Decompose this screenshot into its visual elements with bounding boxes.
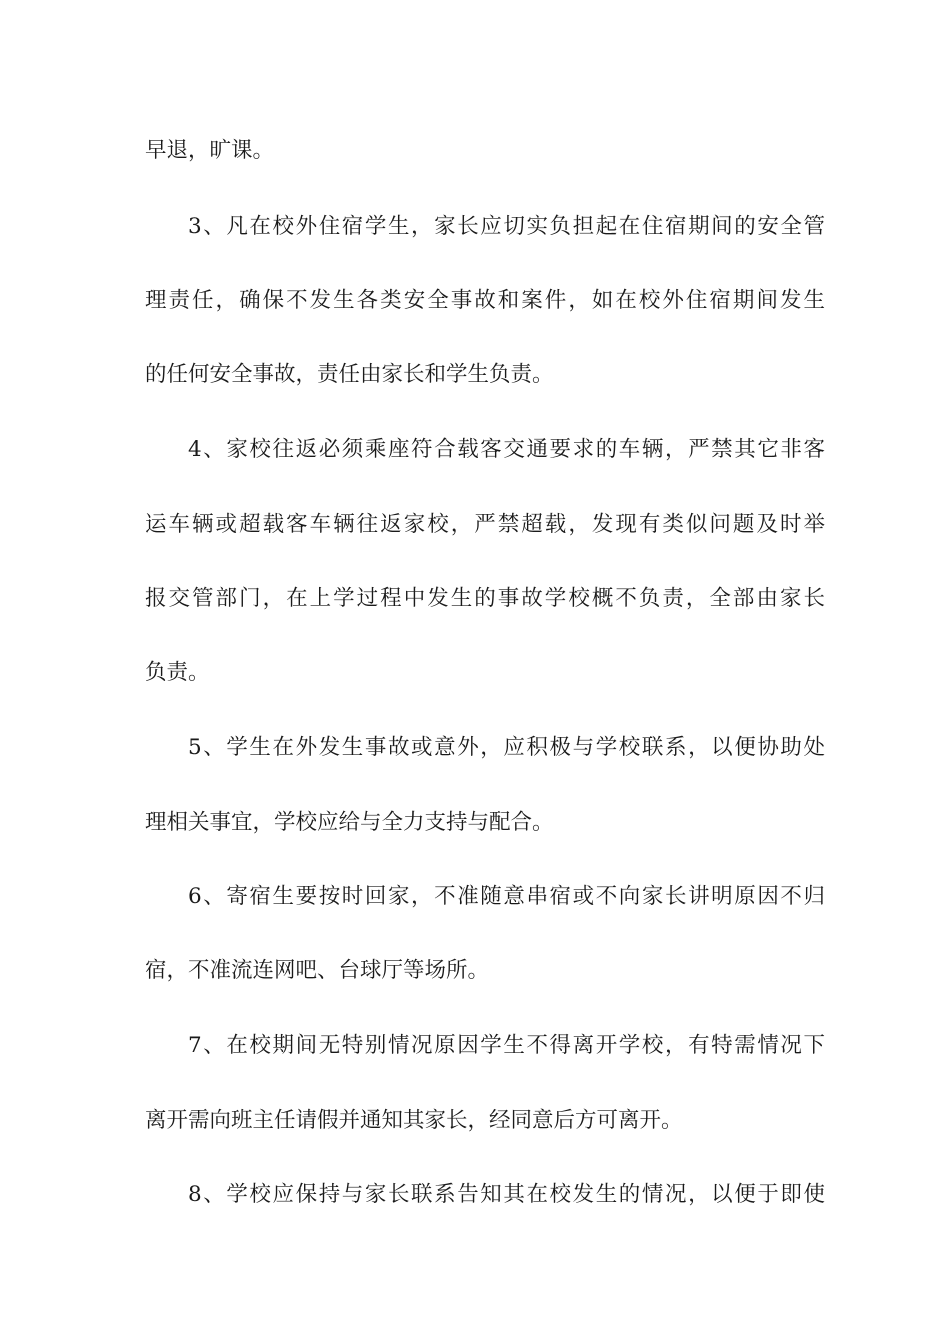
paragraph-4-line-3: 报交管部门，在上学过程中发生的事故学校概不负责，全部由家长	[145, 586, 825, 611]
paragraph-6-line-2: 宿，不准流连网吧、台球厅等场所。	[145, 958, 490, 983]
paragraph-3-line-3: 的任何安全事故，责任由家长和学生负责。	[145, 362, 554, 387]
paragraph-4-line-1: 4、家校往返必须乘座符合载客交通要求的车辆，严禁其它非客	[188, 437, 825, 462]
paragraph-5-line-2: 理相关事宜，学校应给与全力支持与配合。	[145, 810, 554, 835]
paragraph-4-line-2: 运车辆或超载客车辆往返家校，严禁超载，发现有类似问题及时举	[145, 512, 825, 537]
paragraph-5-line-1: 5、学生在外发生事故或意外，应积极与学校联系，以便协助处	[188, 735, 825, 760]
paragraph-3-line-2: 理责任，确保不发生各类安全事故和案件，如在校外住宿期间发生	[145, 288, 825, 313]
paragraph-4-line-4: 负责。	[145, 660, 210, 685]
paragraph-7-line-2: 离开需向班主任请假并通知其家长，经同意后方可离开。	[145, 1108, 683, 1133]
text-line: 早退，旷课。	[145, 138, 275, 163]
paragraph-6-line-1: 6、寄宿生要按时回家，不准随意串宿或不向家长讲明原因不归	[188, 884, 825, 909]
paragraph-7-line-1: 7、在校期间无特别情况原因学生不得离开学校，有特需情况下	[188, 1033, 825, 1058]
paragraph-8-line-1: 8、学校应保持与家长联系告知其在校发生的情况，以便于即使	[188, 1182, 825, 1207]
paragraph-3-line-1: 3、凡在校外住宿学生，家长应切实负担起在住宿期间的安全管	[188, 214, 825, 239]
